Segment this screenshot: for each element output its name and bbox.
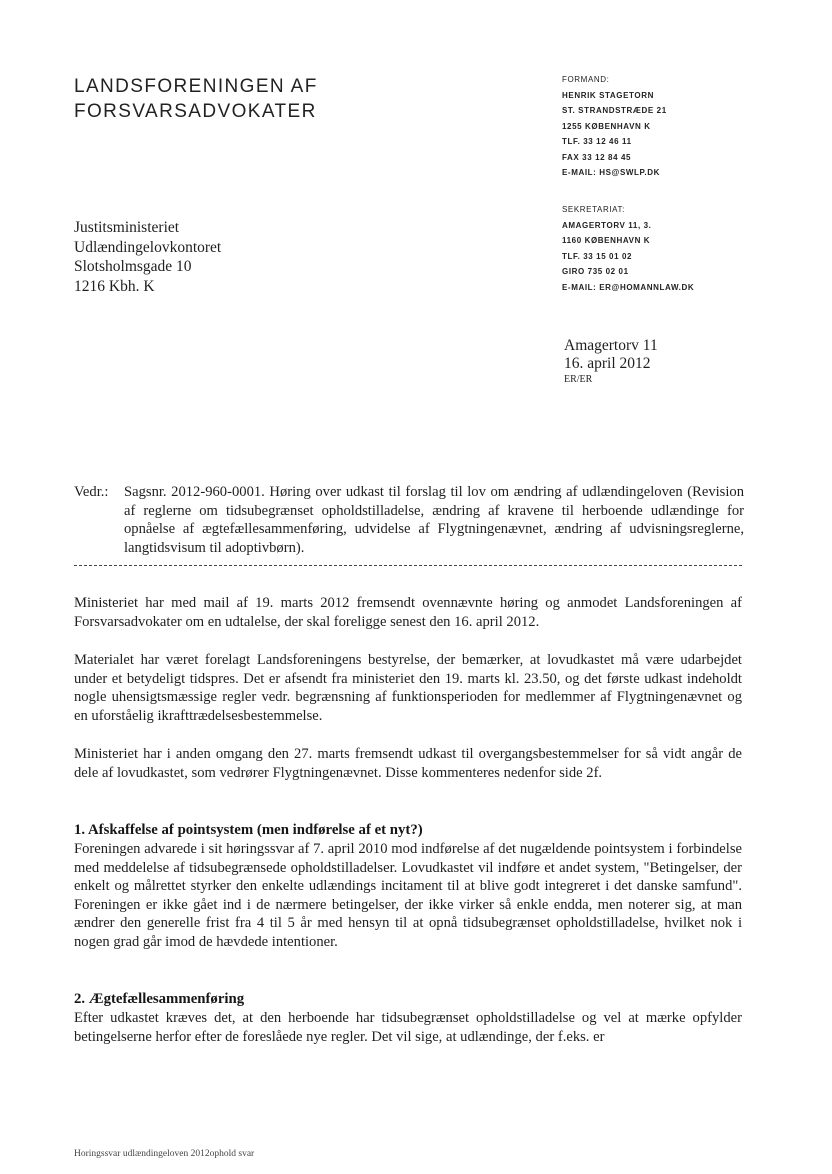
paragraph-3-text: Ministeriet har i anden omgang den 27. marts fremsendt udkast til overgangsbestemmelser for så vidt angår de dele af lovudkastet, som vedrører Flygtningenævnet. Disse kommenteres nedenfor side 2f. — [74, 746, 742, 781]
sekretariat-city: 1160 KØBENHAVN K — [562, 236, 651, 245]
paragraph-4-text: Foreningen advarede i sit høringssvar af 7. april 2010 mod indførelse af det nugældende pointsystem i forbindelse med meddelelse af tidsubegrænsede opholdstilladelser. Lovudkastet vil indføre et andet system, "Betingelser, der enkelt og målrettet styrker den enkelte udlændings incitament til at blive godt integreret i det danske samfund". Foreningen er ikke gået ind i de nærmere betingelser, der ikke virker så enkle endda, men noterer sig, at man ændrer den generelle frist fra 4 til 5 år med hensyn til at opnå tidsubegrænset opholdstilladelse, hvilket nok i nogen grad går imod de hævdede intentioner. — [74, 841, 742, 950]
sekretariat-phone: TLF. 33 15 01 02 — [562, 251, 633, 261]
formand-name: HENRIK STAGETORN — [562, 90, 654, 100]
subject-text: Sagsnr. 2012-960-0001. Høring over udkast til forslag til lov om ændring af udlændingeloven (Revision af reglerne om tidsubegrænset opholdstilladelse, ændring af kravene til herboende udlændinge for opnåelse af ægtefællesammenføring, udvidelse af Flygtningenævnet, ændring af udvisningsreglerne, langtidsvisum til adoptivbørn). — [124, 484, 744, 556]
letterhead-title — [74, 74, 318, 124]
reference-initials: ER/ER — [564, 374, 593, 385]
sekretariat-street: AMAGERTORV 11, 3. — [562, 220, 652, 230]
letterhead-line-2: FORSVARSADVOKATER — [74, 101, 317, 122]
formand-phone: TLF. 33 12 46 11 — [562, 137, 632, 146]
paragraph-2 — [74, 651, 742, 725]
sekretariat-giro: GIRO 735 02 01 — [562, 267, 629, 276]
recipient-line-2: Udlændingelovkontoret — [74, 238, 222, 256]
recipient-line-4: 1216 Kbh. K — [74, 277, 155, 295]
place-date-block — [564, 337, 658, 386]
formand-email: E-MAIL: HS@SWLP.DK — [562, 168, 661, 177]
paragraph-4 — [74, 840, 742, 952]
sender-address: Amagertorv 11 — [564, 337, 658, 354]
paragraph-2-text: Materialet har været forelagt Landsforeningens bestyrelse, der bemærker, at lovudkastet må være udarbejdet under et betydeligt tidspres. Det er afsendt fra ministeriet den 19. marts kl. 23.50, og det første udkast indeholdt nogle uhensigtsmæssige regler vedr. begrænsning af funktionsperioden for medlemmer af Flygtningenævnet og en uforståelig ikrafttrædelsesbestemmelse. — [74, 652, 742, 724]
paragraph-1-text: Ministeriet har med mail af 19. marts 2012 fremsendt ovennævnte høring og anmodet Landsforeningen af Forsvarsadvokater om en udtalelse, der skal foreligge senest den 16. april 2012. — [74, 595, 742, 630]
letterhead-line-1: LANDSFORENINGEN AF — [74, 76, 318, 97]
section-heading-2: 2. Ægtefællesammenføring — [74, 991, 245, 1007]
sekretariat-block — [562, 202, 694, 295]
section-heading-1: 1. Afskaffelse af pointsystem (men indførelse af et nyt?) — [74, 822, 423, 838]
formand-city: 1255 KØBENHAVN K — [562, 121, 651, 131]
sekretariat-label: SEKRETARIAT: — [562, 205, 625, 214]
paragraph-3 — [74, 745, 742, 782]
subject-label: Vedr.: — [74, 484, 109, 500]
letter-date: 16. april 2012 — [564, 355, 651, 372]
recipient-line-1: Justitsministeriet — [74, 219, 180, 236]
footer-filename: Horingssvar udlændingeloven 2012ophold svar — [74, 1149, 255, 1159]
recipient-line-3: Slotsholmsgade 10 — [74, 258, 192, 275]
subject-divider — [74, 565, 742, 566]
paragraph-1 — [74, 594, 742, 631]
sekretariat-email: E-MAIL: ER@HOMANNLAW.DK — [562, 282, 695, 292]
formand-block — [562, 72, 667, 181]
formand-label: FORMAND: — [562, 75, 610, 84]
recipient-address — [74, 218, 221, 296]
subject-line — [74, 483, 744, 557]
formand-fax: FAX 33 12 84 45 — [562, 152, 632, 162]
formand-street: ST. STRANDSTRÆDE 21 — [562, 106, 667, 115]
paragraph-5 — [74, 1009, 742, 1046]
paragraph-5-text: Efter udkastet kræves det, at den herboende har tidsubegrænset opholdstilladelse og vel at mærke opfylder betingelserne herfor efter de foreslåede nye regler. Det vil sige, at udlændinge, der f.eks. er — [74, 1010, 742, 1045]
